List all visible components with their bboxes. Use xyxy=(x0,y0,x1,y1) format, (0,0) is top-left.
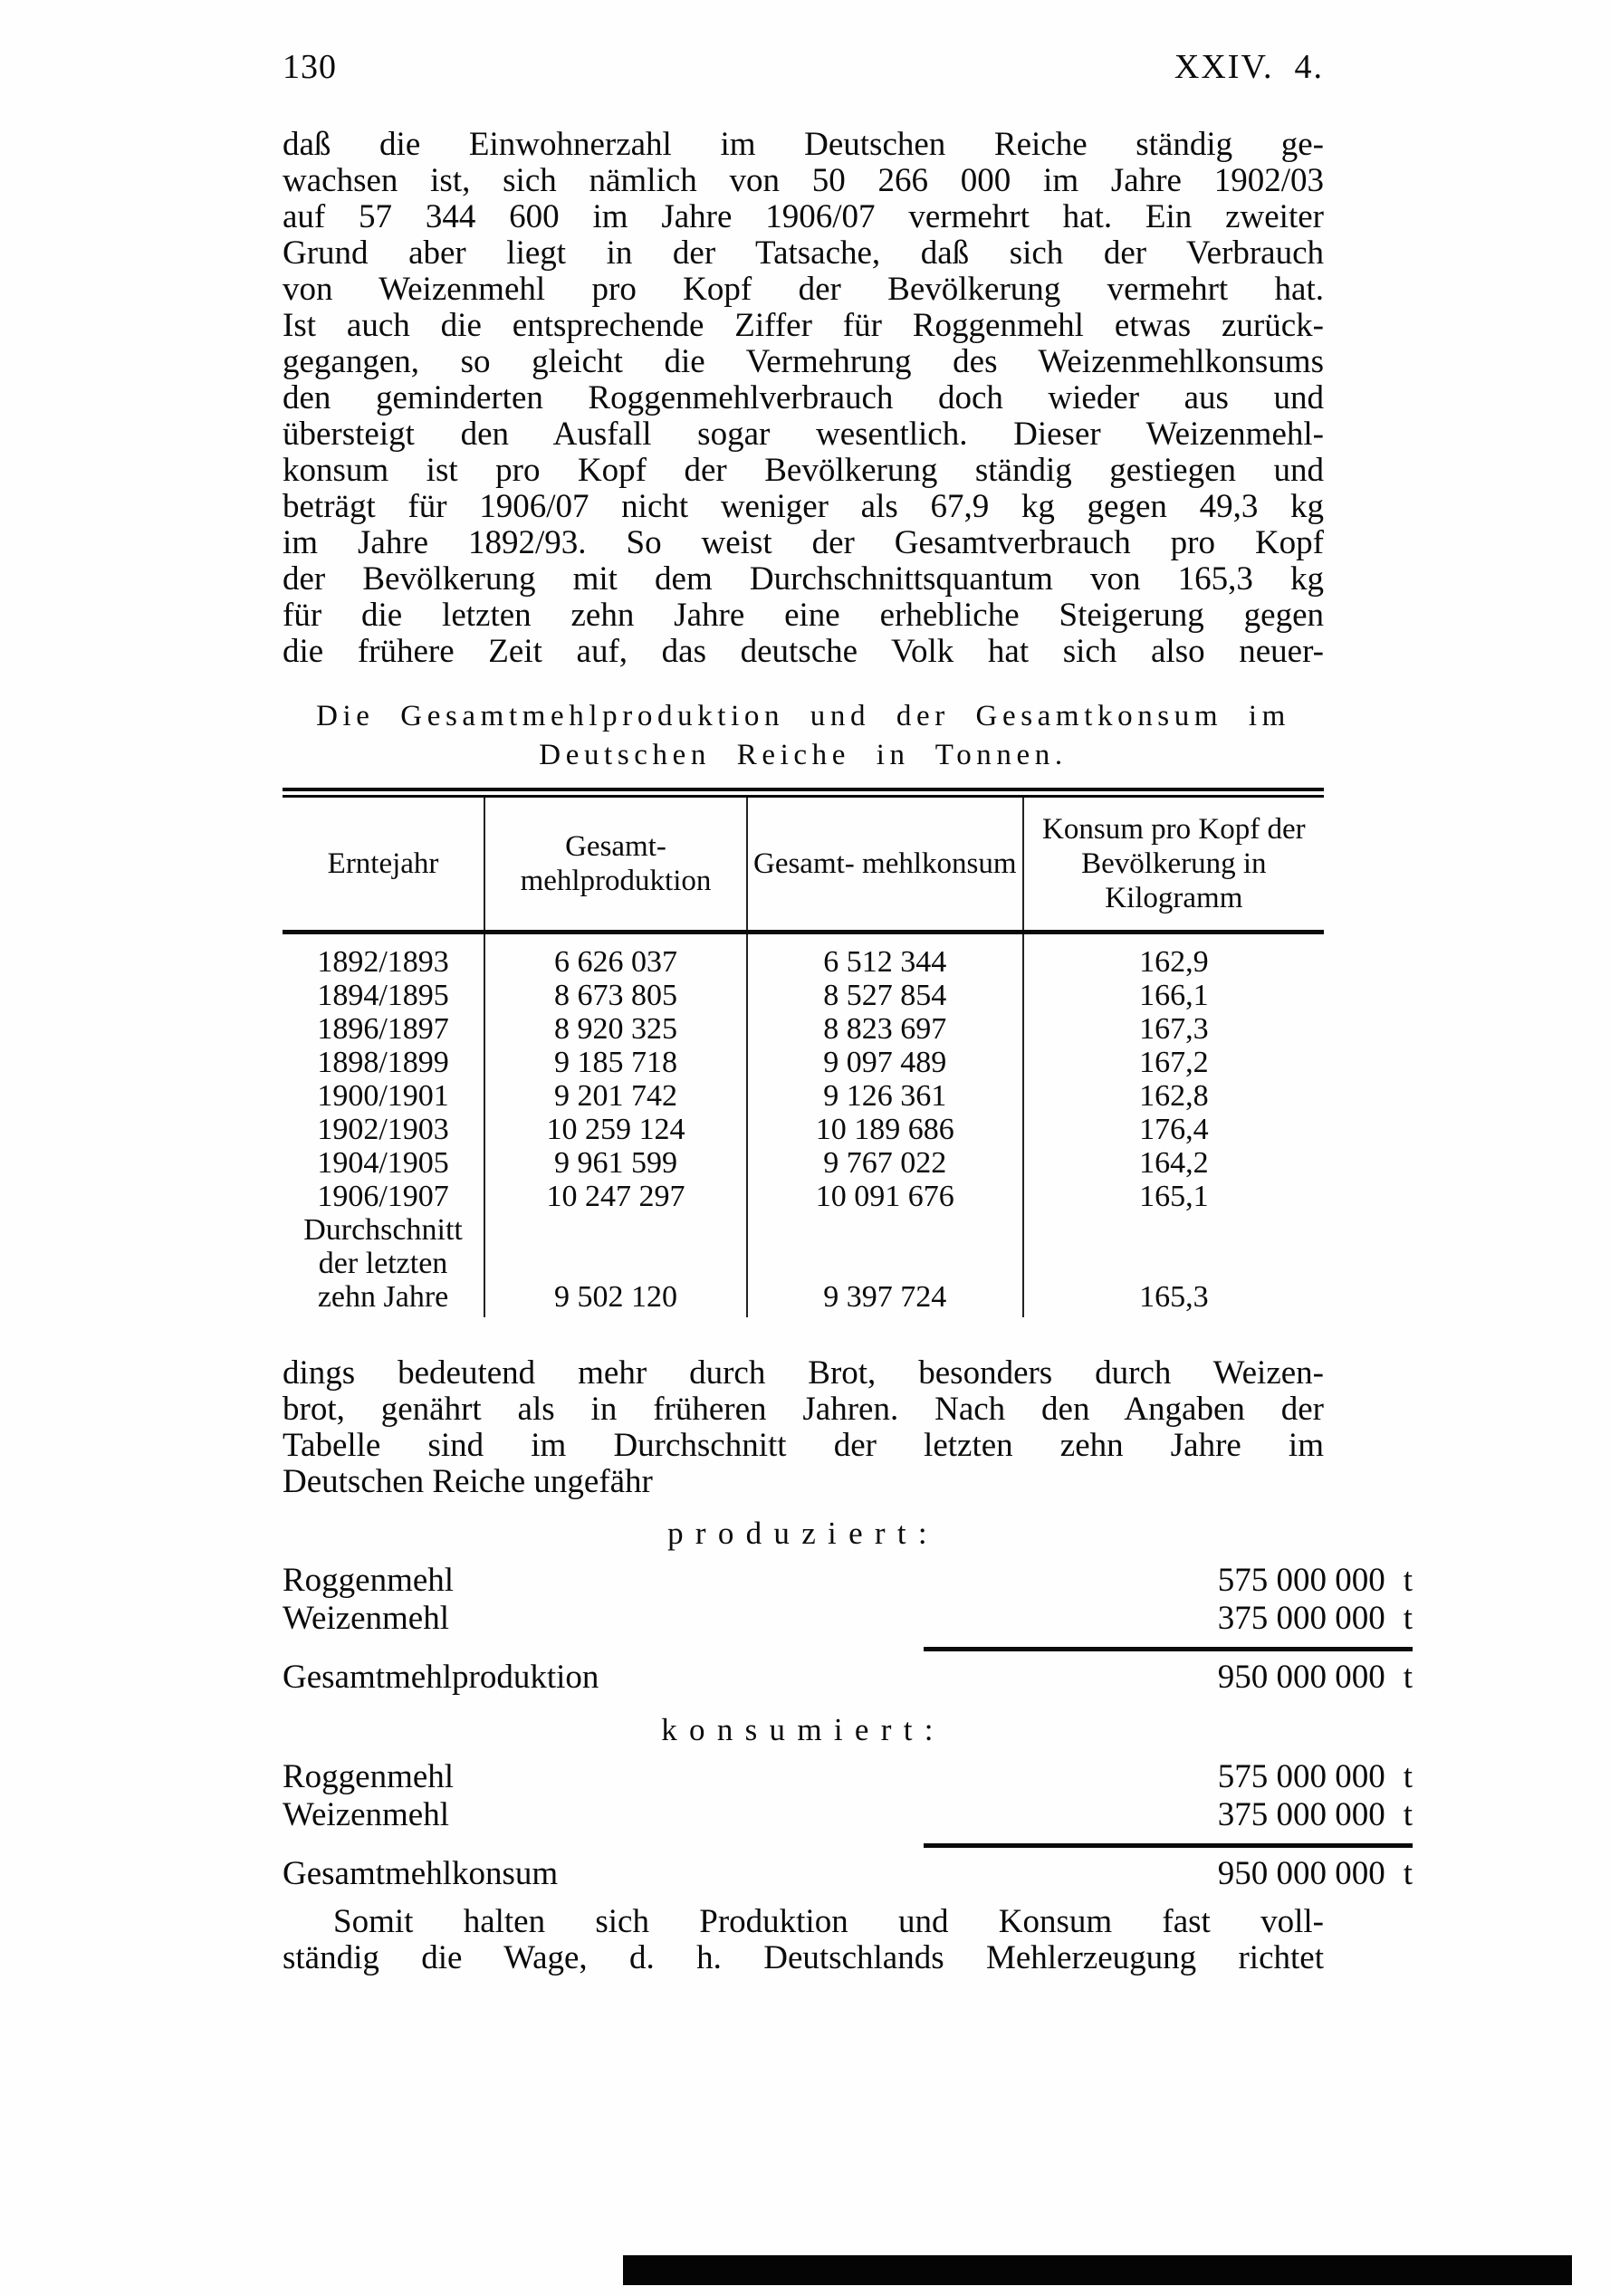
item-label: Weizenmehl xyxy=(283,1796,449,1833)
total-label: Gesamtmehlkonsum xyxy=(283,1855,559,1892)
text-line: auf 57 344 600 im Jahre 1906/07 vermehrt hat. Ein zweiter xyxy=(283,198,1324,235)
item-label: Roggenmehl xyxy=(283,1562,455,1599)
table-title-line-2: Deutschen Reiche in Tonnen. xyxy=(539,739,1068,771)
flour-production-table xyxy=(283,798,1324,1317)
paragraph-3 xyxy=(283,1904,1324,1976)
item-value: 375 000 000 t xyxy=(1217,1796,1413,1833)
consumption-section xyxy=(283,1711,1413,1893)
table-row: 1900/1901 9 201 742 9 126 361 162,8 xyxy=(283,1079,1324,1113)
text-line: von Weizenmehl pro Kopf der Bevölkerung vermehrt hat. xyxy=(283,271,1324,308)
text-line: für die letzten zehn Jahre eine erhebliche Steigerung gegen xyxy=(283,597,1324,634)
item-value: 575 000 000 t xyxy=(1217,1758,1413,1795)
table-row: 1902/1903 10 259 124 10 189 686 176,4 xyxy=(283,1113,1324,1146)
production-item-row xyxy=(283,1562,1413,1600)
text-line: brot, genährt als in früheren Jahren. Nach den Angaben der xyxy=(283,1391,1324,1428)
consumption-heading: konsumiert: xyxy=(661,1712,945,1747)
text-line: daß die Einwohnerzahl im Deutschen Reiche ständig ge- xyxy=(283,126,1324,163)
production-section xyxy=(283,1515,1413,1697)
text-line: Somit halten sich Produktion und Konsum fast voll- xyxy=(333,1903,1324,1940)
text-line: Tabelle sind im Durchschnitt der letzten zehn Jahre im xyxy=(283,1427,1324,1464)
text-line: übersteigt den Ausfall sogar wesentlich. Dieser Weizenmehl- xyxy=(283,416,1324,453)
consumption-item-row xyxy=(283,1758,1413,1796)
item-label: Roggenmehl xyxy=(283,1758,455,1795)
consumption-total-row xyxy=(283,1855,1413,1893)
table-row: 1892/1893 6 626 037 6 512 344 162,9 xyxy=(283,933,1324,980)
table-row: 1894/1895 8 673 805 8 527 854 166,1 xyxy=(283,979,1324,1012)
text-line: den geminderten Roggenmehlverbrauch doch wieder aus und xyxy=(283,379,1324,416)
table-title xyxy=(283,697,1324,775)
table-average-row: Durchschnitt der letzten zehn Jahre 9 502 120 9 397 724 165,3 xyxy=(283,1213,1324,1317)
text-line: die frühere Zeit auf, das deutsche Volk hat sich also neuer- xyxy=(283,633,1324,670)
running-head xyxy=(283,47,1324,87)
item-unit: t xyxy=(1403,1600,1413,1637)
item-unit: t xyxy=(1403,1855,1413,1892)
production-heading: produziert: xyxy=(667,1516,939,1551)
scan-artifact-bar xyxy=(623,2255,1572,2285)
paragraph-1 xyxy=(283,127,1324,670)
item-unit: t xyxy=(1403,1758,1413,1795)
total-label: Gesamtmehlproduktion xyxy=(283,1659,599,1696)
item-unit: t xyxy=(1403,1796,1413,1833)
text-line: Deutschen Reiche ungefähr xyxy=(283,1463,653,1500)
page-number: 130 xyxy=(283,48,337,86)
text-line: Grund aber liegt in der Tatsache, daß sich der Verbrauch xyxy=(283,234,1324,272)
header-erntejahr: Erntejahr xyxy=(283,798,484,933)
production-item-row xyxy=(283,1600,1413,1638)
text-line: der Bevölkerung mit dem Durchschnittsquantum von 165,3 kg xyxy=(283,560,1324,598)
table-header-row xyxy=(283,798,1324,933)
paragraph-2 xyxy=(283,1355,1324,1500)
header-gesamtmehlkonsum: Gesamt- mehlkonsum xyxy=(747,798,1023,933)
production-total-row xyxy=(283,1659,1413,1697)
table-title-line-1: Die Gesamtmehlproduktion und der Gesamtkonsum im xyxy=(316,700,1290,732)
table-top-double-rule xyxy=(283,788,1324,798)
table-row: 1898/1899 9 185 718 9 097 489 167,2 xyxy=(283,1046,1324,1079)
sum-rule xyxy=(924,1647,1413,1651)
text-line: beträgt für 1906/07 nicht weniger als 67,9 kg gegen 49,3 kg xyxy=(283,488,1324,525)
table-row: 1896/1897 8 920 325 8 823 697 167,3 xyxy=(283,1012,1324,1046)
text-line: im Jahre 1892/93. So weist der Gesamtverbrauch pro Kopf xyxy=(283,524,1324,561)
text-line: wachsen ist, sich nämlich von 50 266 000 im Jahre 1902/03 xyxy=(283,162,1324,199)
chapter-signature: XXIV. 4. xyxy=(1174,48,1324,86)
text-line: konsum ist pro Kopf der Bevölkerung ständig gestiegen und xyxy=(283,452,1324,489)
item-label: Weizenmehl xyxy=(283,1600,449,1637)
text-line: ständig die Wage, d. h. Deutschlands Mehlerzeugung richtet xyxy=(283,1939,1324,1976)
sum-rule xyxy=(924,1843,1413,1848)
consumption-item-row xyxy=(283,1796,1413,1834)
text-line: Ist auch die entsprechende Ziffer für Roggenmehl etwas zurück- xyxy=(283,307,1324,344)
text-line: gegangen, so gleicht die Vermehrung des Weizenmehlkonsums xyxy=(283,343,1324,380)
text-line: dings bedeutend mehr durch Brot, besonders durch Weizen- xyxy=(283,1354,1324,1392)
header-konsum-pro-kopf: Konsum pro Kopf der Bevölkerung in Kilogramm xyxy=(1023,798,1324,933)
item-unit: t xyxy=(1403,1562,1413,1599)
item-value: 575 000 000 t xyxy=(1217,1562,1413,1599)
item-value: 375 000 000 t xyxy=(1217,1600,1413,1637)
table-row: 1906/1907 10 247 297 10 091 676 165,1 xyxy=(283,1180,1324,1213)
total-value: 950 000 000 t xyxy=(1217,1659,1413,1696)
average-label: Durchschnitt der letzten zehn Jahre xyxy=(303,1213,463,1314)
item-unit: t xyxy=(1403,1659,1413,1696)
table-row: 1904/1905 9 961 599 9 767 022 164,2 xyxy=(283,1146,1324,1180)
header-gesamtmehlproduktion: Gesamt- mehlproduktion xyxy=(484,798,747,933)
total-value: 950 000 000 t xyxy=(1217,1855,1413,1892)
